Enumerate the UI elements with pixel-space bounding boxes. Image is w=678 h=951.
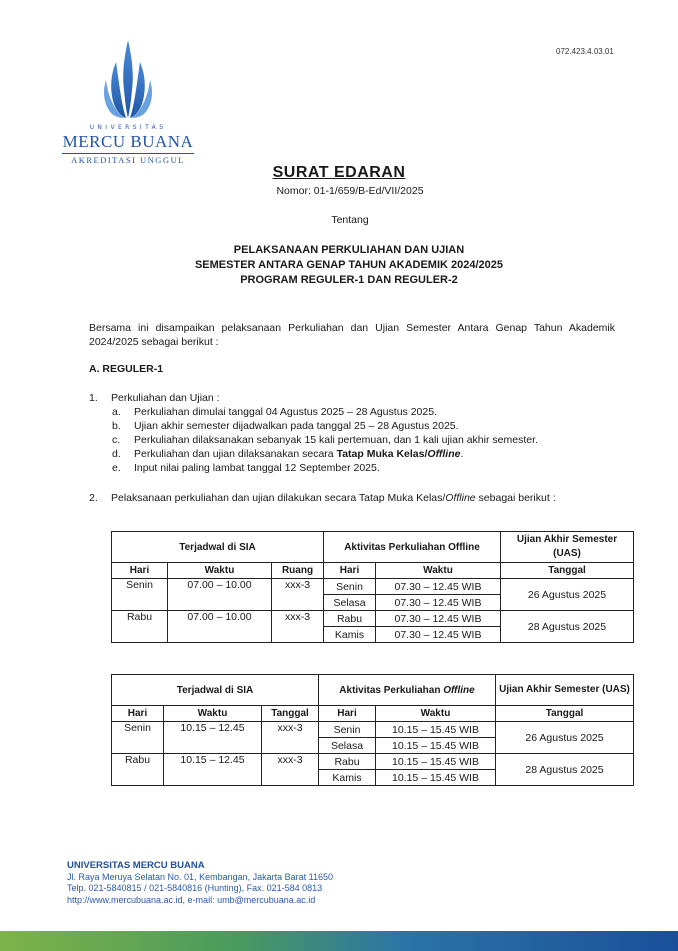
- subject-line: SEMESTER ANTARA GENAP TAHUN AKADEMIK 2024/2025: [194, 259, 504, 271]
- list-item: [112, 405, 538, 419]
- cell-time: 10.15 – 15.45 WIB: [376, 738, 496, 754]
- cell-day: Senin: [112, 722, 164, 754]
- intro-paragraph: Bersama ini disampaikan pelaksanaan Perkuliahan dan Ujian Semester Antara Genap Tahun Akademik 2024/2025 sebagai berikut :: [89, 322, 615, 348]
- document-number: Nomor: 01-1/659/B-Ed/VII/2025: [276, 185, 424, 197]
- col-header: Waktu: [376, 563, 501, 579]
- document-title: SURAT EDARAN: [272, 164, 406, 181]
- cell-time: 07.30 – 12.45 WIB: [376, 579, 501, 595]
- cell-day: Rabu: [319, 754, 376, 770]
- header-activity-italic: Offline: [443, 684, 475, 696]
- col-header: Hari: [112, 563, 168, 579]
- item-text: Ujian akhir semester dijadwalkan pada tanggal 25 – 28 Agustus 2025.: [134, 420, 459, 432]
- cell-time: 07.00 – 10.00: [168, 611, 272, 643]
- table-row: [112, 754, 634, 770]
- table-row: [112, 579, 634, 595]
- header-activity-text: Aktivitas Perkuliahan: [339, 684, 444, 696]
- header-activity: [319, 675, 496, 706]
- cell-time: 07.30 – 12.45 WIB: [376, 611, 501, 627]
- item-text: Pelaksanaan perkuliahan dan ujian dilakukan secara Tatap Muka Kelas/: [111, 492, 446, 504]
- document-subject: [0, 243, 678, 288]
- item-bold-text: Tatap Muka Kelas/: [336, 448, 428, 460]
- schedule-table-2: [111, 674, 634, 786]
- cell-room: xxx-3: [272, 579, 324, 611]
- cell-day: Senin: [324, 579, 376, 595]
- item-bold-italic-text: Offline: [427, 448, 461, 460]
- item-text: Perkuliahan dimulai tanggal 04 Agustus 2025 – 28 Agustus 2025.: [134, 406, 437, 418]
- cell-time: 10.15 – 12.45: [164, 754, 262, 786]
- item-text: Perkuliahan dan ujian dilaksanakan secara: [134, 448, 337, 460]
- item-label: e.: [112, 462, 121, 474]
- cell-day: Senin: [319, 722, 376, 738]
- cell-room: xxx-3: [272, 611, 324, 643]
- item-text: Input nilai paling lambat tanggal 12 September 2025.: [134, 462, 380, 474]
- list-item: [112, 461, 538, 475]
- cell-day: Rabu: [112, 754, 164, 786]
- cell-time: 10.15 – 15.45 WIB: [376, 754, 496, 770]
- table-row: [112, 611, 634, 627]
- footer-address: Jl. Raya Meruya Selatan No. 01, Kembangan, Jakarta Barat 11650: [67, 871, 333, 882]
- header-uas: Ujian Akhir Semester (UAS): [496, 675, 634, 706]
- col-header: Tanggal: [501, 563, 634, 579]
- flame-logo-icon: [102, 40, 154, 120]
- header-activity: Aktivitas Perkuliahan Offline: [324, 532, 501, 563]
- item-label: b.: [112, 420, 121, 432]
- university-logo: [62, 40, 194, 165]
- logo-accreditation: AKREDITASI UNGGUL: [62, 153, 194, 165]
- subject-line: PROGRAM REGULER-1 DAN REGULER-2: [240, 274, 458, 286]
- col-header: Hari: [112, 706, 164, 722]
- cell-time: 07.30 – 12.45 WIB: [376, 595, 501, 611]
- col-header: Tanggal: [496, 706, 634, 722]
- col-header: Waktu: [164, 706, 262, 722]
- header-sia: Terjadwal di SIA: [112, 532, 324, 563]
- cell-time: 10.15 – 12.45: [164, 722, 262, 754]
- cell-day: Kamis: [319, 770, 376, 786]
- cell-room: xxx-3: [262, 722, 319, 754]
- item-text: Perkuliahan dilaksanakan sebanyak 15 kali pertemuan, dan 1 kali ujian akhir semester.: [134, 434, 538, 446]
- document-code: 072.423.4.03.01: [556, 47, 614, 56]
- item-text: Perkuliahan dan Ujian :: [111, 392, 220, 404]
- col-header: Tanggal: [262, 706, 319, 722]
- item-label: a.: [112, 406, 121, 418]
- footer-phone: Telp. 021-5840815 / 021-5840816 (Hunting), Fax. 021-584 0813: [67, 883, 323, 893]
- footer-contact: [67, 860, 333, 906]
- cell-day: Kamis: [324, 627, 376, 643]
- footer-university-name: UNIVERSITAS MERCU BUANA: [67, 860, 205, 871]
- table-row: [112, 722, 634, 738]
- list-item: [112, 433, 538, 447]
- list-item-2: [89, 491, 617, 505]
- col-header: Waktu: [376, 706, 496, 722]
- cell-date: 28 Agustus 2025: [501, 611, 634, 643]
- section-heading: A. REGULER-1: [89, 363, 164, 375]
- schedule-table-1: [111, 531, 634, 643]
- header-uas: Ujian Akhir Semester (UAS): [501, 532, 634, 563]
- cell-time: 10.15 – 15.45 WIB: [376, 722, 496, 738]
- cell-time: 07.00 – 10.00: [168, 579, 272, 611]
- cell-date: 26 Agustus 2025: [501, 579, 634, 611]
- cell-day: Rabu: [112, 611, 168, 643]
- cell-day: Rabu: [324, 611, 376, 627]
- logo-name: MERCU BUANA: [62, 132, 194, 151]
- cell-date: 28 Agustus 2025: [496, 754, 634, 786]
- cell-time: 10.15 – 15.45 WIB: [376, 770, 496, 786]
- logo-subtitle: UNIVERSITAS: [89, 124, 167, 131]
- item-number: 2.: [89, 492, 98, 504]
- col-header: Ruang: [272, 563, 324, 579]
- item-number: 1.: [89, 392, 98, 404]
- col-header: Waktu: [168, 563, 272, 579]
- col-header: Hari: [324, 563, 376, 579]
- footer-web-link[interactable]: http://www.mercubuana.ac.id, e-mail: umb@mercubuana.ac.id: [67, 894, 316, 905]
- about-label: Tentang: [331, 214, 369, 226]
- item-label: c.: [112, 434, 121, 446]
- cell-day: Selasa: [324, 595, 376, 611]
- subject-line: PELAKSANAAN PERKULIAHAN DAN UJIAN: [233, 244, 465, 256]
- list-item: [112, 447, 538, 461]
- cell-room: xxx-3: [262, 754, 319, 786]
- footer-color-bar: [0, 931, 678, 951]
- cell-day: Senin: [112, 579, 168, 611]
- list-item-1: [89, 392, 220, 404]
- list-item: [112, 419, 538, 433]
- cell-time: 07.30 – 12.45 WIB: [376, 627, 501, 643]
- cell-date: 26 Agustus 2025: [496, 722, 634, 754]
- item-end: sebagai berikut :: [475, 492, 556, 504]
- sub-item-list: [112, 405, 538, 475]
- item-label: d.: [112, 448, 121, 460]
- cell-day: Selasa: [319, 738, 376, 754]
- col-header: Hari: [319, 706, 376, 722]
- item-italic-text: Offline: [445, 492, 476, 504]
- item-end: .: [460, 448, 464, 460]
- header-sia: Terjadwal di SIA: [112, 675, 319, 706]
